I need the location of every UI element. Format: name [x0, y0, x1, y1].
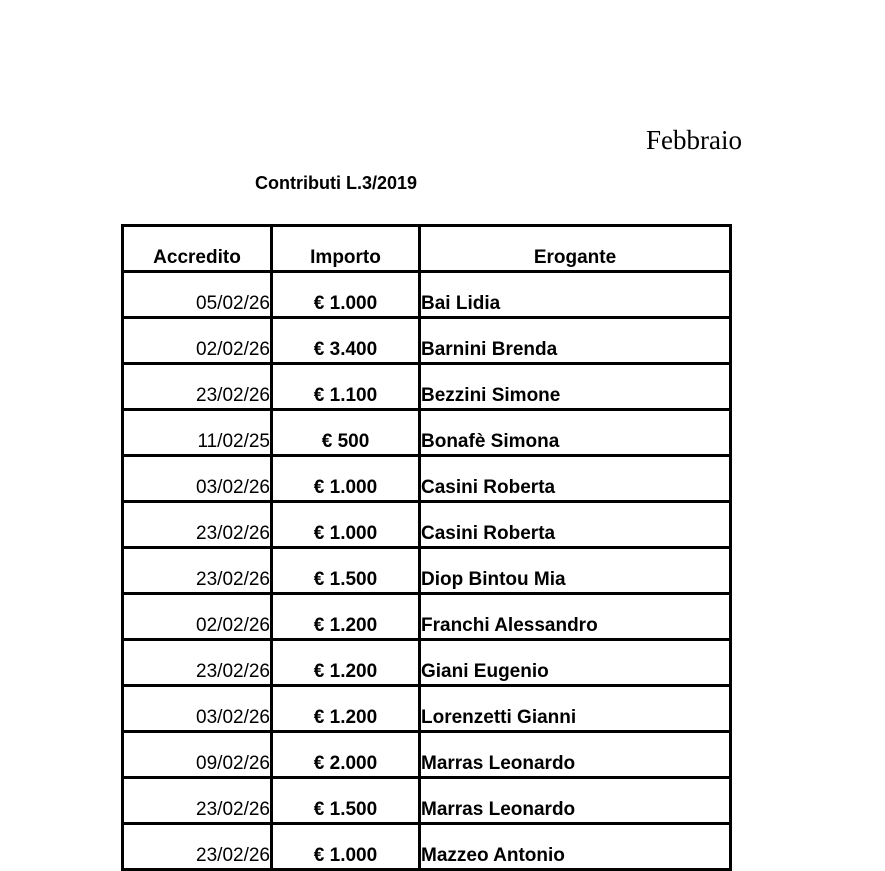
cell-importo: € 500 [272, 410, 420, 456]
cell-accredito: 05/02/26 [123, 272, 272, 318]
cell-erogante: Franchi Alessandro [420, 594, 731, 640]
document-title: Contributi L.3/2019 [255, 173, 418, 193]
table-row [123, 594, 731, 640]
cell-erogante: Bai Lidia [420, 272, 731, 318]
cell-accredito: 03/02/26 [123, 686, 272, 732]
cell-accredito: 23/02/26 [123, 364, 272, 410]
cell-accredito: 02/02/26 [123, 594, 272, 640]
cell-importo: € 1.000 [272, 272, 420, 318]
header-importo: Importo [272, 226, 420, 272]
cell-importo: € 1.100 [272, 364, 420, 410]
cell-importo: € 1.000 [272, 824, 420, 870]
cell-accredito: 23/02/26 [123, 778, 272, 824]
table-row [123, 640, 731, 686]
cell-erogante: Bonafè Simona [420, 410, 731, 456]
cell-erogante: Marras Leonardo [420, 732, 731, 778]
cell-erogante: Diop Bintou Mia [420, 548, 731, 594]
cell-accredito: 09/02/26 [123, 732, 272, 778]
cell-accredito: 11/02/25 [123, 410, 272, 456]
cell-erogante: Bezzini Simone [420, 364, 731, 410]
cell-accredito: 23/02/26 [123, 640, 272, 686]
cell-importo: € 1.500 [272, 778, 420, 824]
table-row [123, 410, 731, 456]
contributions-table [121, 224, 732, 871]
cell-erogante: Mazzeo Antonio [420, 824, 731, 870]
cell-accredito: 23/02/26 [123, 824, 272, 870]
cell-importo: € 1.500 [272, 548, 420, 594]
table-row [123, 272, 731, 318]
cell-importo: € 1.200 [272, 686, 420, 732]
cell-accredito: 23/02/26 [123, 502, 272, 548]
table-header-row [123, 226, 731, 272]
table-row [123, 456, 731, 502]
cell-erogante: Marras Leonardo [420, 778, 731, 824]
table-row [123, 318, 731, 364]
table-row [123, 364, 731, 410]
month-label: Febbraio [646, 125, 742, 155]
cell-accredito: 02/02/26 [123, 318, 272, 364]
cell-accredito: 23/02/26 [123, 548, 272, 594]
cell-importo: € 1.000 [272, 456, 420, 502]
cell-importo: € 2.000 [272, 732, 420, 778]
cell-erogante: Casini Roberta [420, 502, 731, 548]
cell-erogante: Casini Roberta [420, 456, 731, 502]
cell-importo: € 1.000 [272, 502, 420, 548]
cell-erogante: Barnini Brenda [420, 318, 731, 364]
header-erogante: Erogante [420, 226, 731, 272]
table-row [123, 732, 731, 778]
table-row [123, 824, 731, 870]
cell-erogante: Lorenzetti Gianni [420, 686, 731, 732]
cell-accredito: 03/02/26 [123, 456, 272, 502]
cell-importo: € 1.200 [272, 594, 420, 640]
cell-importo: € 3.400 [272, 318, 420, 364]
table-row [123, 548, 731, 594]
cell-erogante: Giani Eugenio [420, 640, 731, 686]
table-row [123, 778, 731, 824]
table-row [123, 502, 731, 548]
header-accredito: Accredito [123, 226, 272, 272]
cell-importo: € 1.200 [272, 640, 420, 686]
table-row [123, 686, 731, 732]
